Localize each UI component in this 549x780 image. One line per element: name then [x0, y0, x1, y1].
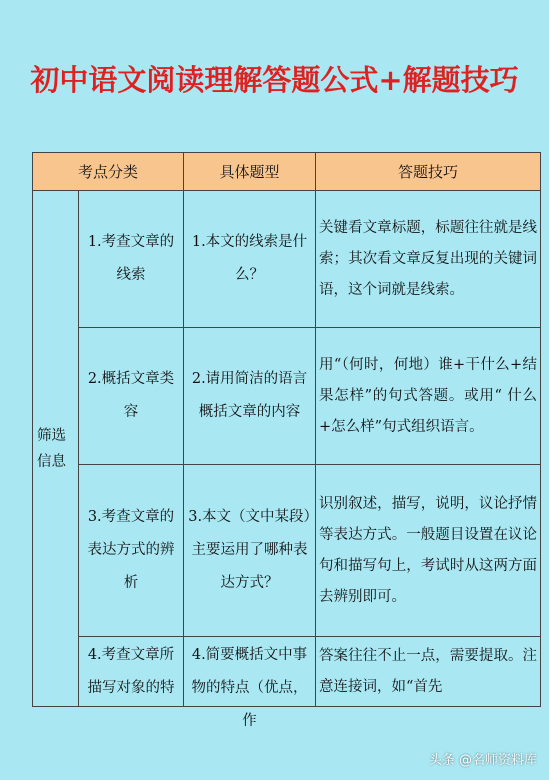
header-technique: 答题技巧: [316, 153, 541, 191]
category-cell: 3.考查文章的表达方式的辨析: [79, 465, 184, 637]
tip-cell: 关键看文章标题，标题往往就是线索；其次看文章反复出现的关键词语，这个词就是线索。: [316, 191, 541, 328]
tip-cell: 识别叙述，描写，说明，议论抒情等表达方式。一般题目设置在议论句和描写句上，考试时从这两方面去辨别即可。: [316, 465, 541, 637]
main-category-cell: [33, 191, 79, 707]
question-text: 4.简要概括文中事物的特点（优点，作: [191, 646, 308, 729]
tip-cell: [316, 637, 541, 707]
category-cell: [79, 637, 184, 707]
category-cell: 1.考查文章的线索: [79, 191, 184, 328]
category-text: 4.考查文章所描写对象的特: [87, 646, 175, 696]
question-cell: 2.请用简洁的语言概括文章的内容: [184, 328, 316, 465]
main-category-label: 筛选信息: [37, 427, 66, 470]
tip-cell: 用“（何时，何地）谁+干什么+结果怎样”的句式答题。或用“ 什么+怎么样”句式组织语言。: [316, 328, 541, 465]
question-cell: 1.本文的线索是什么？: [184, 191, 316, 328]
question-cell: [184, 637, 316, 729]
answer-techniques-table: [32, 152, 541, 729]
header-category: 考点分类: [33, 153, 184, 191]
tip-text: 答案往往不止一点，需要提取。注意连接词，如“首先: [319, 647, 538, 695]
page-title: 初中语文阅读理解答题公式+解题技巧: [30, 63, 519, 97]
watermark: 头条 @名师资料库: [428, 753, 537, 768]
header-question-type: 具体题型: [184, 153, 316, 191]
category-cell: 2.概括文章类容: [79, 328, 184, 465]
question-cell: 3.本文（文中某段）主要运用了哪种表达方式？: [184, 465, 316, 637]
